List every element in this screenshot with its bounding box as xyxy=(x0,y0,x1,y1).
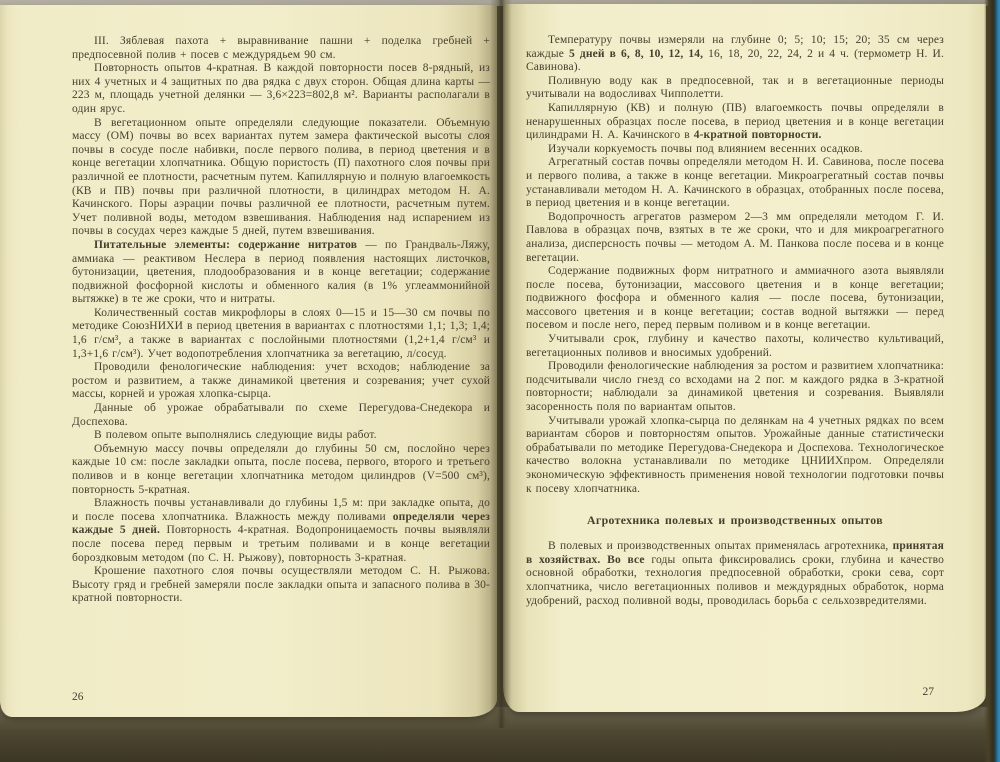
right-page-paragraphs-bottom xyxy=(526,540,944,608)
paragraph: Агрегатный состав почвы определяли методом Н. И. Савинова, после посева и первого полива, а также в конце вегетации. Микроагрегатный состав почвы устанавливали методом Н. А. Качинского в образцах, отобранных после посева, в период цветения и в конце вегетации. xyxy=(526,156,944,210)
paragraph: В полевых и производственных опытах применялась агротехника, принятая в хозяйствах. Во все годы опыта фиксировались сроки, глубина и качество основной обработки, технология предпосевной обработки, сроки сева, сорт хлопчатника, число вегетационных поливов и междурядных обработок, норма удобрений, расход поливной воды, проводилась борьба с сельхозвредителями. xyxy=(526,540,944,607)
right-page-paragraphs-top xyxy=(526,34,944,496)
paragraph: Проводили фенологические наблюдения: учет всходов; наблюдение за ростом и развитием, а также динамикой цветения и созревания; учет сухой массы, корней и урожая хлопка-сырца. xyxy=(72,361,490,401)
left-page xyxy=(0,5,497,717)
paragraph: Крошение пахотного слоя почвы осуществляли методом С. Н. Рыжова. Высоту гряд и гребней замеряли после закладки опыта и запасного полива в 30-кратной повторности. xyxy=(72,565,490,605)
paragraph: Температуру почвы измеряли на глубине 0; 5; 10; 15; 20; 35 см через каждые 5 дней в 6, 8, 10, 12, 14, 16, 18, 20, 22, 24, 2 и 4 ч. (термометр Н. И. Савинова). xyxy=(526,34,945,74)
paragraph: Содержание подвижных форм нитратного и аммиачного азота выявляли после посева, бутонизации, массового цветения и в конце вегетации; подвижного фосфора и обменного калия — после посева, бутонизации, массового цветения и в конце вегетации; состав водной вытяжки — перед посевом и после него, перед первым поливом и в конце вегетации. xyxy=(526,265,944,332)
paragraph: Проводили фенологические наблюдения за ростом и развитием хлопчатника: подсчитывали число гнезд со всходами на 2 пог. м каждого рядка в 3-кратной повторности; наблюдали за динамикой цветения и созревания. Выявляли засоренность поля по вариантам опытов. xyxy=(526,360,944,414)
paragraph: Водопрочность агрегатов размером 2—3 мм определяли методом Г. И. Павлова в образцах почв, взятых в те же сроки, что и для микроагрегатного анализа, дисперсность почвы — методом А. М. Панкова после посева и в конце вегетации. xyxy=(526,210,944,264)
left-page-paragraphs xyxy=(72,35,490,606)
paragraph: Объемную массу почвы определяли до глубины 50 см, послойно через каждые 10 см: после закладки опыта, после посева, первого, второго и третьего поливов и в конце вегетации хлопчатника методом цилиндров (V=500 см³), повторность 5-кратная. xyxy=(72,442,490,496)
paragraph: Повторность опытов 4-кратная. В каждой повторности посев 8-рядный, из них 4 учетных и 4 защитных по два рядка с двух сторон. Общая длина карты — 223 м, площадь учетной делянки — 3,6×223=802,8 м². Варианты располагали в один ярус. xyxy=(72,62,490,115)
paragraph: Влажность почвы устанавливали до глубины 1,5 м: при закладке опыта, до и после посева хлопчатника. Влажность между поливами определяли через каждые 5 дней. Повторность 4-кратная. Водопроницаемость почвы выявляли после посева перед первым и третьим поливами и в конце вегетации бороздковым методом (по С. Н. Рыжову), повторность 3-кратная. xyxy=(72,497,490,564)
right-page xyxy=(503,4,986,712)
left-page-text xyxy=(72,35,490,606)
gutter-shadow xyxy=(490,0,512,728)
paragraph: Поливную воду как в предпосевной, так и в вегетационные периоды учитывали на водосливах Чипполетти. xyxy=(526,74,944,101)
paragraph: Изучали коркуемость почвы под влиянием весенних осадков. xyxy=(548,142,863,155)
right-page-text xyxy=(526,34,944,608)
paragraph: Данные об урожае обрабатывали по схеме Перегудова-Снедекора и Доспехова. xyxy=(72,402,490,428)
paragraph: Учитывали урожай хлопка-сырца по делянкам на 4 учетных рядках по всем вариантам сборов и повторностям опытов. Урожайные данные статистически обрабатывали по методике Перегудова-Снедекора и Доспехова. Технологическое качество волокна устанавливали по методике ЦНИИХпром. Определяли экономическую эффективность применения новой технологии подготовки почвы к посеву хлопчатника. xyxy=(526,414,944,495)
paragraph: Учитывали срок, глубину и качество пахоты, количество культиваций, вегетационных поливов и вносимых удобрений. xyxy=(526,333,944,359)
paragraph: Капиллярную (КВ) и полную (ПВ) влагоемкость почвы определяли в ненарушенных образцах после посева, в период цветения и в конце вегетации цилиндрами Н. А. Качинского в 4-кратной повторности. xyxy=(526,101,944,142)
paragraph: В полевом опыте выполнялись следующие виды работ. xyxy=(94,429,377,442)
paragraph: Количественный состав микрофлоры в слоях 0—15 и 15—30 см почвы по методике СоюзНИХИ в период цветения в вариантах с плотностями 1,1; 1,3; 1,4; 1,6 г/см³, а также в вариантах с послойными плотностями (1,2+1,4 г/см³ и 1,3+1,6 г/см³). Учет водопотребления хлопчатника за вегетацию, л/сосуд. xyxy=(72,306,490,360)
left-page-number: 26 xyxy=(72,691,84,703)
paragraph: Питательные элементы: содержание нитратов — по Грандваль-Ляжу, аммиака — реактивом Неслера в период появления настоящих листочков, бутонизации, цветения, плодообразования и в конце вегетации; содержание подвижной фосфорной кислоты и обменного калия (в 1% углеаммонийной вытяжке) в те же сроки, что и нитраты. xyxy=(72,238,490,306)
paragraph: III. Зяблевая пахота + выравнивание пашни + поделка гребней + предпосевной полив + посев с междурядьем 90 см. xyxy=(72,35,490,61)
book-cover-edge xyxy=(984,0,1000,762)
paragraph: В вегетационном опыте определяли следующие показатели. Объемную массу (ОМ) почвы во всех вариантах путем замера фактической высоты слоя почвы в сосуде после набивки, после первого полива, в период цветения и в конце вегетации хлопчатника. Общую пористость (П) пахотного слоя почвы при различной ее плотности, расчетным путем. Капиллярную и полную влагоемкость (КВ и ПВ) почвы при различной плотности, в цилиндрах методом Н. А. Качинского. Поры аэрации почвы различной ее плотности, расчетным путем. Учет поливной воды, методом взвешивания. Наблюдения над испарением из почвы в сосудах через каждые 5 дней, путем взвешивания. xyxy=(72,116,490,238)
section-heading: Агротехника полевых и производственных опытов xyxy=(587,513,883,528)
right-page-number: 27 xyxy=(922,686,934,698)
